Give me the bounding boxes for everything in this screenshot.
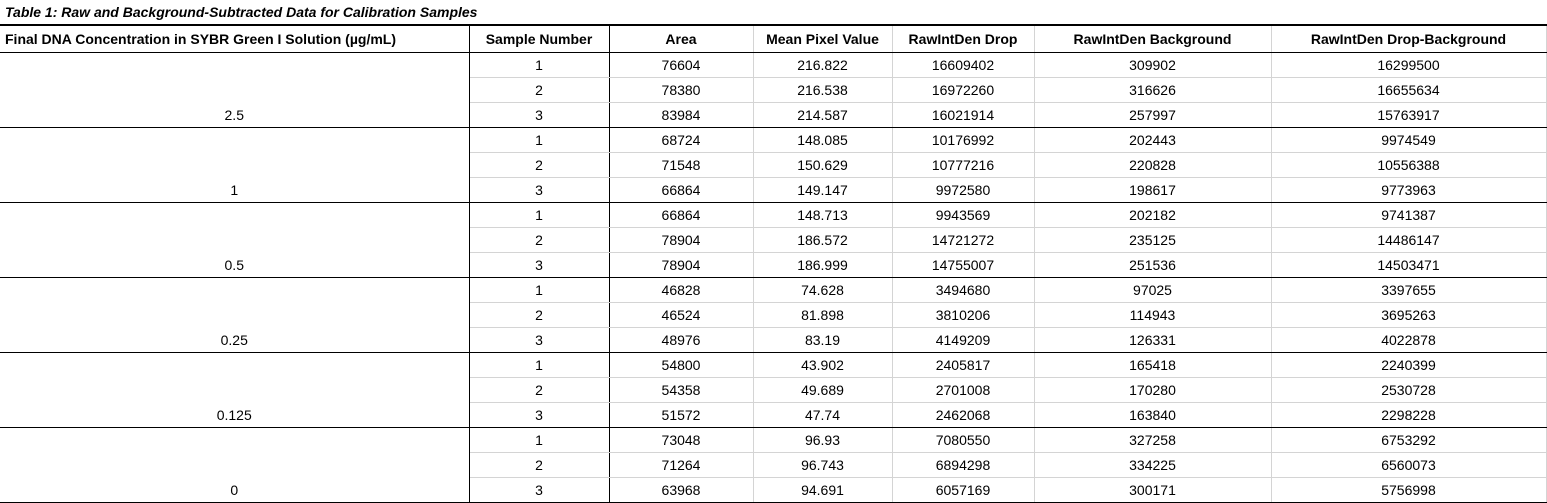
concentration-cell: 0.25 <box>0 278 469 353</box>
area-cell: 46524 <box>609 303 753 328</box>
mean-pixel-value-cell: 148.713 <box>753 203 892 228</box>
area-cell: 76604 <box>609 53 753 78</box>
rawintden-drop-cell: 14721272 <box>892 228 1034 253</box>
header-area: Area <box>609 25 753 53</box>
rawintden-drop-cell: 10777216 <box>892 153 1034 178</box>
sample-number-cell: 3 <box>469 178 609 203</box>
mean-pixel-value-cell: 96.93 <box>753 428 892 453</box>
rawintden-drop-background-cell: 16299500 <box>1271 53 1546 78</box>
area-cell: 54358 <box>609 378 753 403</box>
sample-number-cell: 2 <box>469 303 609 328</box>
mean-pixel-value-cell: 149.147 <box>753 178 892 203</box>
area-cell: 48976 <box>609 328 753 353</box>
rawintden-drop-cell: 14755007 <box>892 253 1034 278</box>
rawintden-drop-background-cell: 2298228 <box>1271 403 1546 428</box>
sample-number-cell: 1 <box>469 203 609 228</box>
rawintden-background-cell: 163840 <box>1034 403 1271 428</box>
area-cell: 71264 <box>609 453 753 478</box>
rawintden-background-cell: 202182 <box>1034 203 1271 228</box>
rawintden-drop-cell: 16021914 <box>892 103 1034 128</box>
mean-pixel-value-cell: 49.689 <box>753 378 892 403</box>
mean-pixel-value-cell: 216.538 <box>753 78 892 103</box>
table-row <box>0 428 1546 453</box>
sample-number-cell: 1 <box>469 128 609 153</box>
header-concentration: Final DNA Concentration in SYBR Green I Solution (µg/mL) <box>0 25 469 53</box>
area-cell: 78904 <box>609 228 753 253</box>
mean-pixel-value-cell: 43.902 <box>753 353 892 378</box>
sample-number-cell: 2 <box>469 228 609 253</box>
rawintden-drop-background-cell: 9741387 <box>1271 203 1546 228</box>
area-cell: 54800 <box>609 353 753 378</box>
sample-number-cell: 1 <box>469 278 609 303</box>
rawintden-background-cell: 114943 <box>1034 303 1271 328</box>
concentration-cell: 1 <box>0 128 469 203</box>
rawintden-drop-background-cell: 6560073 <box>1271 453 1546 478</box>
mean-pixel-value-cell: 81.898 <box>753 303 892 328</box>
area-cell: 71548 <box>609 153 753 178</box>
table-row <box>0 278 1546 303</box>
concentration-cell: 0.125 <box>0 353 469 428</box>
table-row <box>0 128 1546 153</box>
rawintden-drop-background-cell: 2240399 <box>1271 353 1546 378</box>
sample-number-cell: 1 <box>469 428 609 453</box>
mean-pixel-value-cell: 148.085 <box>753 128 892 153</box>
rawintden-background-cell: 334225 <box>1034 453 1271 478</box>
rawintden-background-cell: 165418 <box>1034 353 1271 378</box>
sample-number-cell: 3 <box>469 253 609 278</box>
rawintden-background-cell: 97025 <box>1034 278 1271 303</box>
rawintden-drop-background-cell: 15763917 <box>1271 103 1546 128</box>
rawintden-drop-cell: 2462068 <box>892 403 1034 428</box>
rawintden-drop-background-cell: 4022878 <box>1271 328 1546 353</box>
sample-number-cell: 1 <box>469 353 609 378</box>
header-rawintden-background: RawIntDen Background <box>1034 25 1271 53</box>
sample-number-cell: 3 <box>469 328 609 353</box>
rawintden-background-cell: 126331 <box>1034 328 1271 353</box>
rawintden-drop-cell: 6057169 <box>892 478 1034 503</box>
sample-number-cell: 2 <box>469 153 609 178</box>
mean-pixel-value-cell: 214.587 <box>753 103 892 128</box>
area-cell: 46828 <box>609 278 753 303</box>
rawintden-drop-cell: 4149209 <box>892 328 1034 353</box>
concentration-cell: 0.5 <box>0 203 469 278</box>
header-sample-number: Sample Number <box>469 25 609 53</box>
rawintden-drop-cell: 6894298 <box>892 453 1034 478</box>
header-rawintden-drop-background: RawIntDen Drop-Background <box>1271 25 1546 53</box>
header-rawintden-drop: RawIntDen Drop <box>892 25 1034 53</box>
rawintden-drop-background-cell: 16655634 <box>1271 78 1546 103</box>
rawintden-background-cell: 257997 <box>1034 103 1271 128</box>
rawintden-background-cell: 202443 <box>1034 128 1271 153</box>
area-cell: 66864 <box>609 203 753 228</box>
rawintden-background-cell: 316626 <box>1034 78 1271 103</box>
rawintden-drop-background-cell: 10556388 <box>1271 153 1546 178</box>
area-cell: 66864 <box>609 178 753 203</box>
rawintden-drop-background-cell: 9974549 <box>1271 128 1546 153</box>
rawintden-background-cell: 309902 <box>1034 53 1271 78</box>
mean-pixel-value-cell: 150.629 <box>753 153 892 178</box>
mean-pixel-value-cell: 216.822 <box>753 53 892 78</box>
rawintden-drop-background-cell: 6753292 <box>1271 428 1546 453</box>
mean-pixel-value-cell: 83.19 <box>753 328 892 353</box>
rawintden-drop-cell: 2701008 <box>892 378 1034 403</box>
rawintden-drop-background-cell: 3695263 <box>1271 303 1546 328</box>
sample-number-cell: 3 <box>469 478 609 503</box>
rawintden-drop-cell: 7080550 <box>892 428 1034 453</box>
mean-pixel-value-cell: 186.572 <box>753 228 892 253</box>
area-cell: 78380 <box>609 78 753 103</box>
rawintden-background-cell: 220828 <box>1034 153 1271 178</box>
area-cell: 68724 <box>609 128 753 153</box>
mean-pixel-value-cell: 47.74 <box>753 403 892 428</box>
sample-number-cell: 1 <box>469 53 609 78</box>
mean-pixel-value-cell: 186.999 <box>753 253 892 278</box>
concentration-cell: 2.5 <box>0 53 469 128</box>
sample-number-cell: 2 <box>469 378 609 403</box>
table-row <box>0 53 1546 78</box>
table-row <box>0 203 1546 228</box>
rawintden-drop-cell: 3494680 <box>892 278 1034 303</box>
rawintden-drop-cell: 9972580 <box>892 178 1034 203</box>
rawintden-background-cell: 251536 <box>1034 253 1271 278</box>
rawintden-drop-background-cell: 14503471 <box>1271 253 1546 278</box>
rawintden-background-cell: 235125 <box>1034 228 1271 253</box>
rawintden-background-cell: 300171 <box>1034 478 1271 503</box>
rawintden-drop-cell: 3810206 <box>892 303 1034 328</box>
rawintden-drop-background-cell: 5756998 <box>1271 478 1546 503</box>
sample-number-cell: 3 <box>469 403 609 428</box>
sample-number-cell: 3 <box>469 103 609 128</box>
concentration-cell: 0 <box>0 428 469 503</box>
rawintden-background-cell: 198617 <box>1034 178 1271 203</box>
rawintden-drop-background-cell: 9773963 <box>1271 178 1546 203</box>
mean-pixel-value-cell: 74.628 <box>753 278 892 303</box>
rawintden-drop-background-cell: 3397655 <box>1271 278 1546 303</box>
area-cell: 83984 <box>609 103 753 128</box>
area-cell: 51572 <box>609 403 753 428</box>
table-title: Table 1: Raw and Background-Subtracted Data for Calibration Samples <box>5 4 478 20</box>
rawintden-drop-cell: 10176992 <box>892 128 1034 153</box>
area-cell: 78904 <box>609 253 753 278</box>
area-cell: 63968 <box>609 478 753 503</box>
rawintden-background-cell: 327258 <box>1034 428 1271 453</box>
sample-number-cell: 2 <box>469 453 609 478</box>
table-row <box>0 353 1546 378</box>
header-row <box>0 25 1546 53</box>
rawintden-drop-background-cell: 14486147 <box>1271 228 1546 253</box>
mean-pixel-value-cell: 94.691 <box>753 478 892 503</box>
rawintden-drop-cell: 16972260 <box>892 78 1034 103</box>
mean-pixel-value-cell: 96.743 <box>753 453 892 478</box>
rawintden-drop-cell: 16609402 <box>892 53 1034 78</box>
sample-number-cell: 2 <box>469 78 609 103</box>
area-cell: 73048 <box>609 428 753 453</box>
table-body <box>0 53 1546 503</box>
rawintden-drop-background-cell: 2530728 <box>1271 378 1546 403</box>
rawintden-background-cell: 170280 <box>1034 378 1271 403</box>
header-mean-pixel-value: Mean Pixel Value <box>753 25 892 53</box>
calibration-table <box>0 24 1547 503</box>
rawintden-drop-cell: 9943569 <box>892 203 1034 228</box>
rawintden-drop-cell: 2405817 <box>892 353 1034 378</box>
